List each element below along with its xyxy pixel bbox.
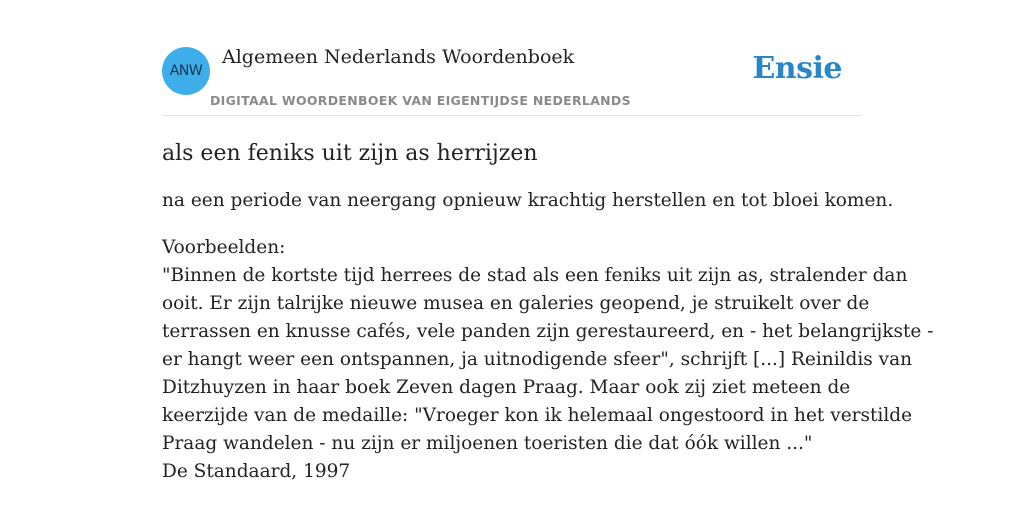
entry-definition: na een periode van neergang opnieuw krachtig herstellen en tot bloei komen.	[162, 190, 894, 211]
entry-content	[162, 138, 934, 486]
example-line: ooit. Er zijn talrijke nieuwe musea en galeries geopend, je struikelt over de	[162, 293, 870, 314]
example-line: Ditzhuyzen in haar boek Zeven dagen Praag. Maar ook zij ziet meteen de	[162, 377, 851, 398]
example-line: Praag wandelen - nu zijn er miljoenen toeristen die dat óók willen ..."	[162, 433, 813, 454]
anw-logo[interactable]	[162, 47, 210, 95]
example-line: er hangt weer een ontspannen, ja uitnodigende sfeer", schrijft [...] Reinildis van	[162, 349, 913, 370]
logo-text: ANW	[169, 63, 203, 79]
examples-label: Voorbeelden:	[162, 237, 286, 258]
example-line: "Binnen de kortste tijd herrees de stad als een feniks uit zijn as, stralender dan	[162, 265, 908, 286]
example-source: De Standaard, 1997	[162, 461, 351, 482]
site-subtitle: DIGITAAL WOORDENBOEK VAN EIGENTIJDSE NEDERLANDS	[210, 93, 631, 108]
entry-title: als een feniks uit zijn as herrijzen	[162, 141, 538, 166]
example-line: terrassen en knusse cafés, vele panden zijn gerestaureerd, en - het belangrijkste -	[162, 321, 934, 342]
example-line: keerzijde van de medaille: "Vroeger kon ik helemaal ongestoord in het verstilde	[162, 405, 913, 426]
header	[162, 42, 862, 116]
site-title[interactable]: Algemeen Nederlands Woordenboek	[222, 46, 575, 68]
ensie-brand-logo[interactable]: Ensie	[752, 51, 842, 86]
examples-block	[162, 234, 934, 486]
